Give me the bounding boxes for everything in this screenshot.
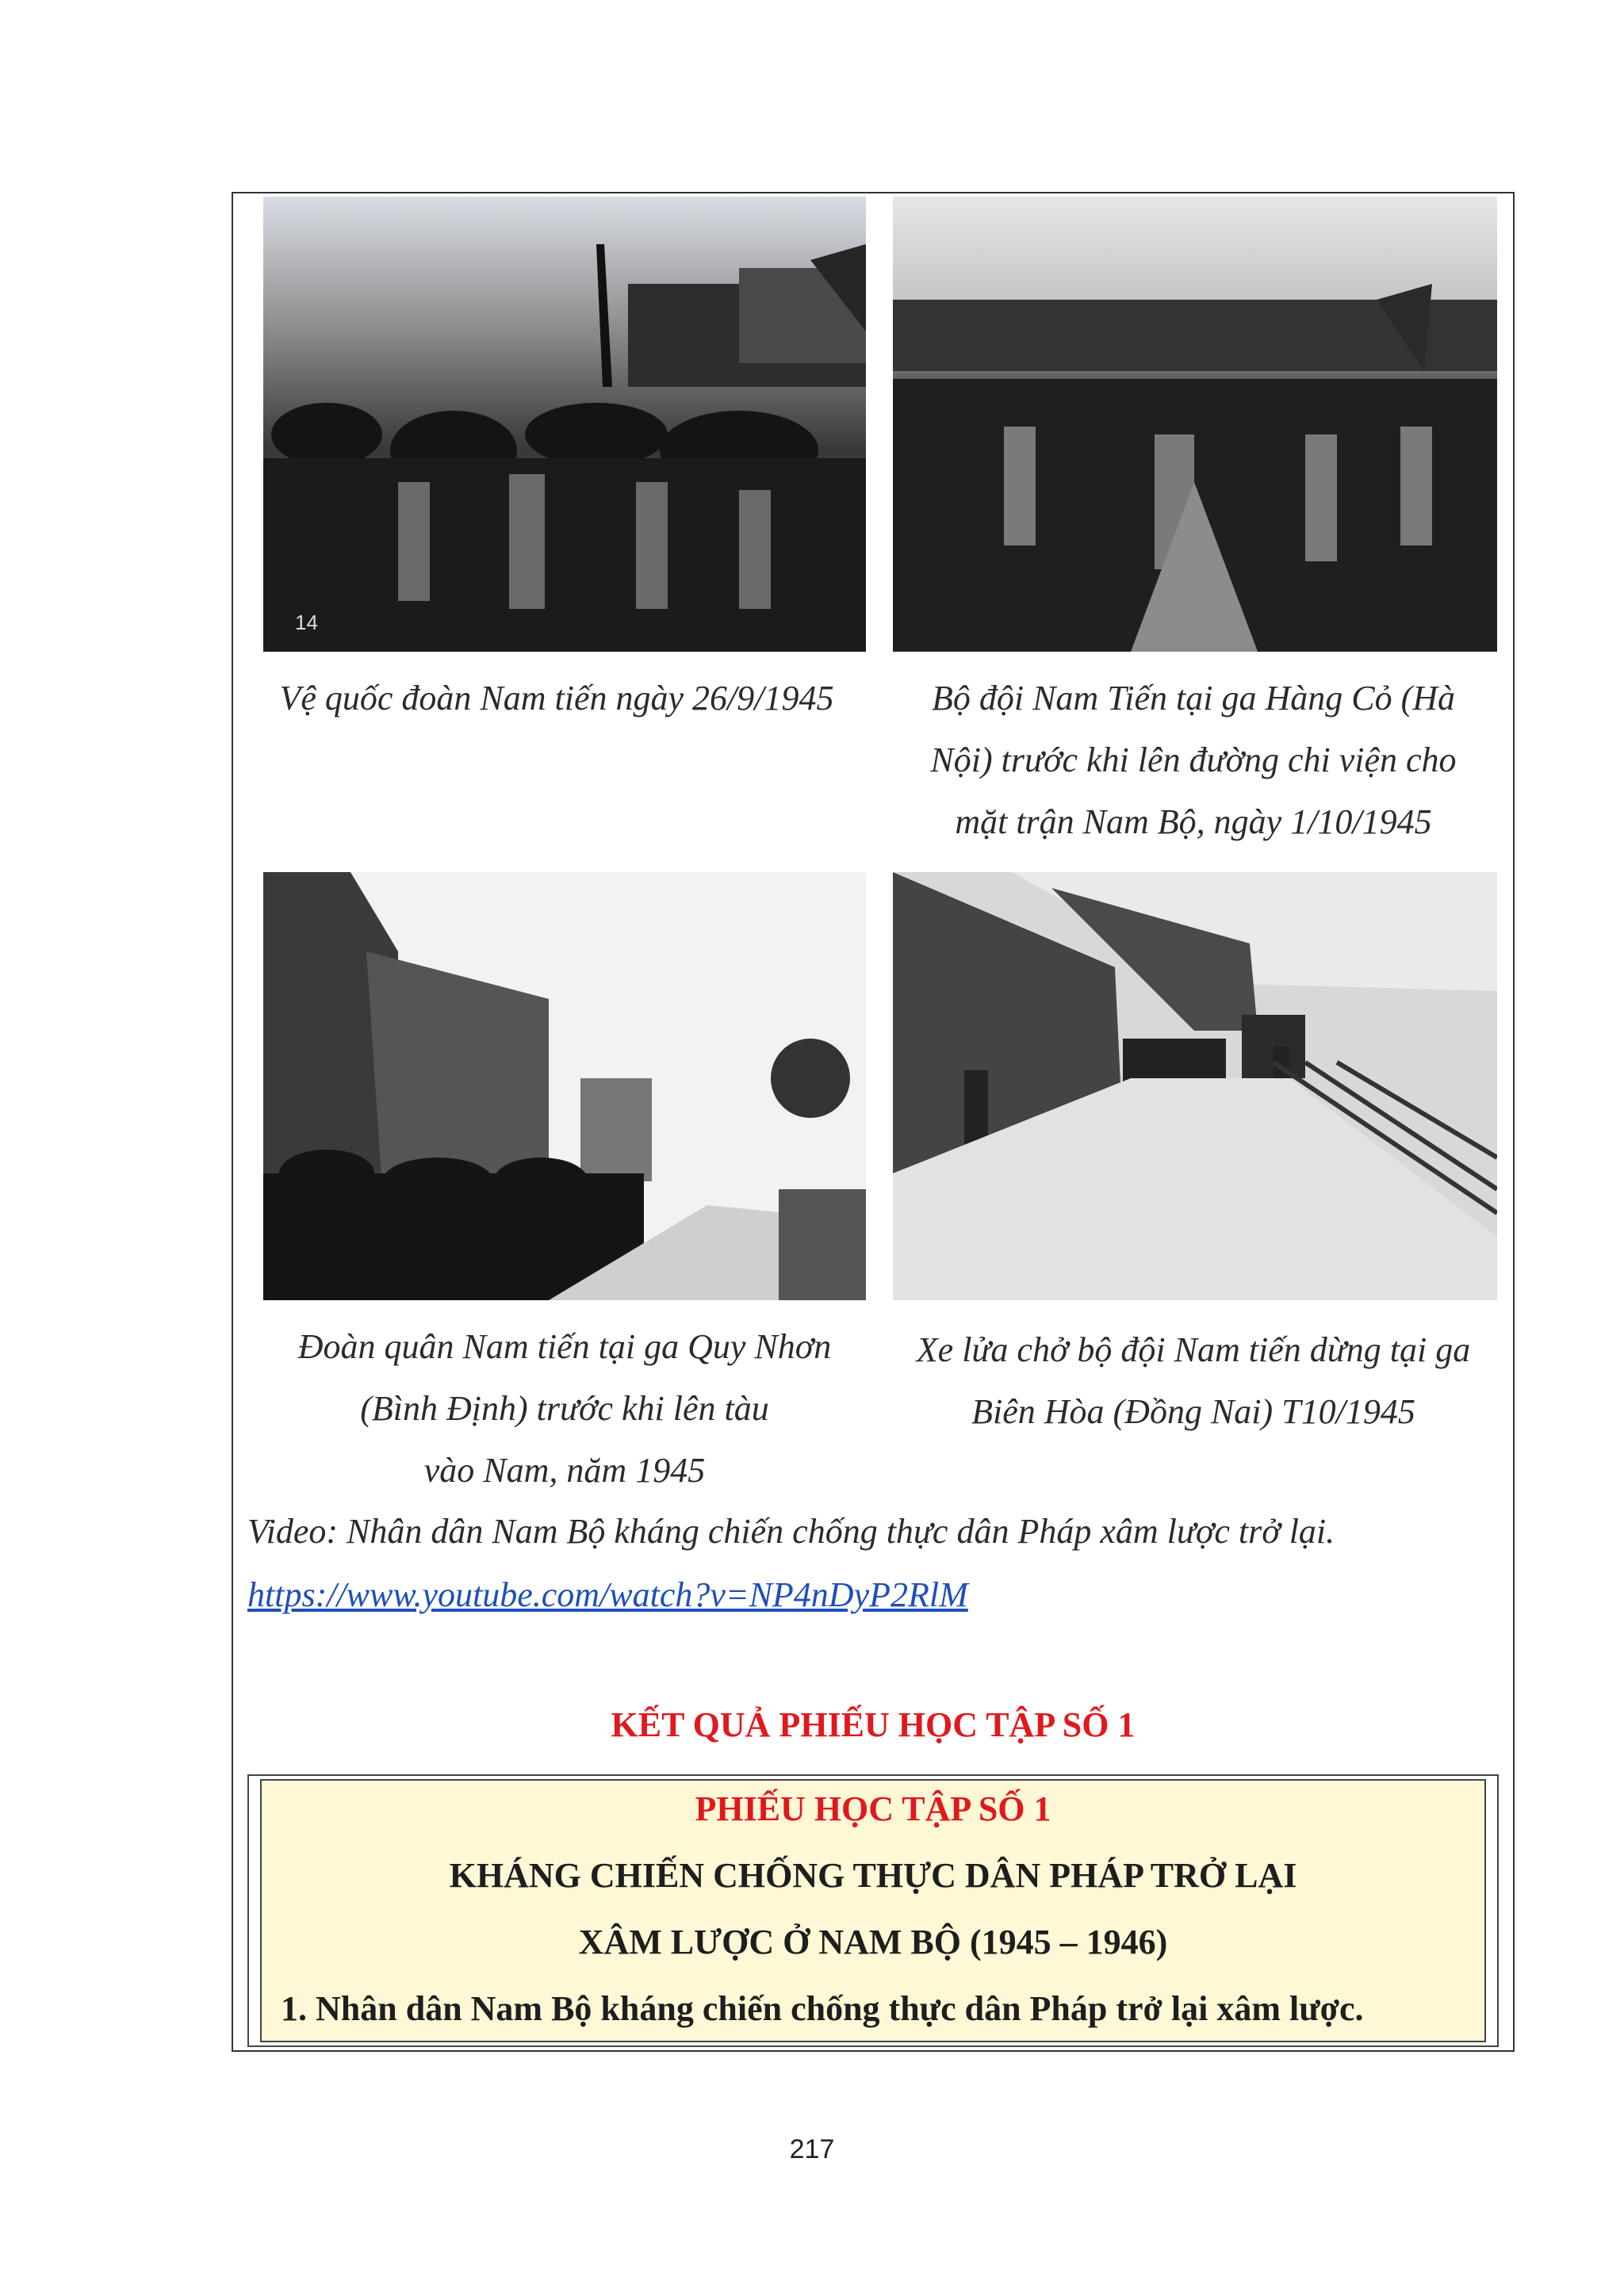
- caption-line: (Bình Định) trước khi lên tàu: [360, 1389, 769, 1428]
- video-link[interactable]: https://www.youtube.com/watch?v=NP4nDyP2RlM: [247, 1575, 968, 1614]
- photo-caption: [232, 1316, 898, 1502]
- photo-caption: [872, 1319, 1515, 1443]
- photo-corner-number: 14: [295, 610, 318, 634]
- caption-line: Nội) trước khi lên đường chi viện cho: [930, 740, 1457, 779]
- caption-line: vào Nam, năm 1945: [423, 1451, 706, 1490]
- photo-ga-hang-co: [893, 197, 1497, 652]
- result-title: KẾT QUẢ PHIẾU HỌC TẬP SỐ 1: [611, 1705, 1136, 1744]
- worksheet-item-1: 1. Nhân dân Nam Bộ kháng chiến chống thực dân Pháp trở lại xâm lược.: [281, 1989, 1364, 2028]
- worksheet-box: [260, 1779, 1486, 2042]
- photo-ve-quoc-doan: [263, 197, 866, 652]
- caption-line: Biên Hòa (Đồng Nai) T10/1945: [971, 1392, 1415, 1431]
- worksheet-subtitle-1: KHÁNG CHIẾN CHỐNG THỰC DÂN PHÁP TRỞ LẠI: [449, 1856, 1297, 1895]
- video-description: Video: Nhân dân Nam Bộ kháng chiến chống thực dân Pháp xâm lược trở lại.: [247, 1512, 1335, 1551]
- caption-line: Bộ đội Nam Tiến tại ga Hàng Cỏ (Hà: [931, 679, 1456, 718]
- caption-line: mặt trận Nam Bộ, ngày 1/10/1945: [955, 802, 1432, 841]
- worksheet-title: PHIẾU HỌC TẬP SỐ 1: [695, 1789, 1051, 1828]
- photo-ga-quy-nhon: [263, 872, 866, 1300]
- page-number: 217: [789, 2134, 835, 2164]
- caption-line: Xe lửa chở bộ đội Nam tiến dừng tại ga: [916, 1330, 1471, 1369]
- photo-ga-bien-hoa: [893, 872, 1497, 1300]
- caption-line: Vệ quốc đoàn Nam tiến ngày 26/9/1945: [279, 679, 834, 718]
- caption-line: Đoàn quân Nam tiến tại ga Quy Nhơn: [297, 1327, 832, 1366]
- photo-caption: [872, 668, 1515, 853]
- photo-caption: [232, 668, 882, 729]
- worksheet-subtitle-2: XÂM LƯỢC Ở NAM BỘ (1945 – 1946): [578, 1923, 1168, 1961]
